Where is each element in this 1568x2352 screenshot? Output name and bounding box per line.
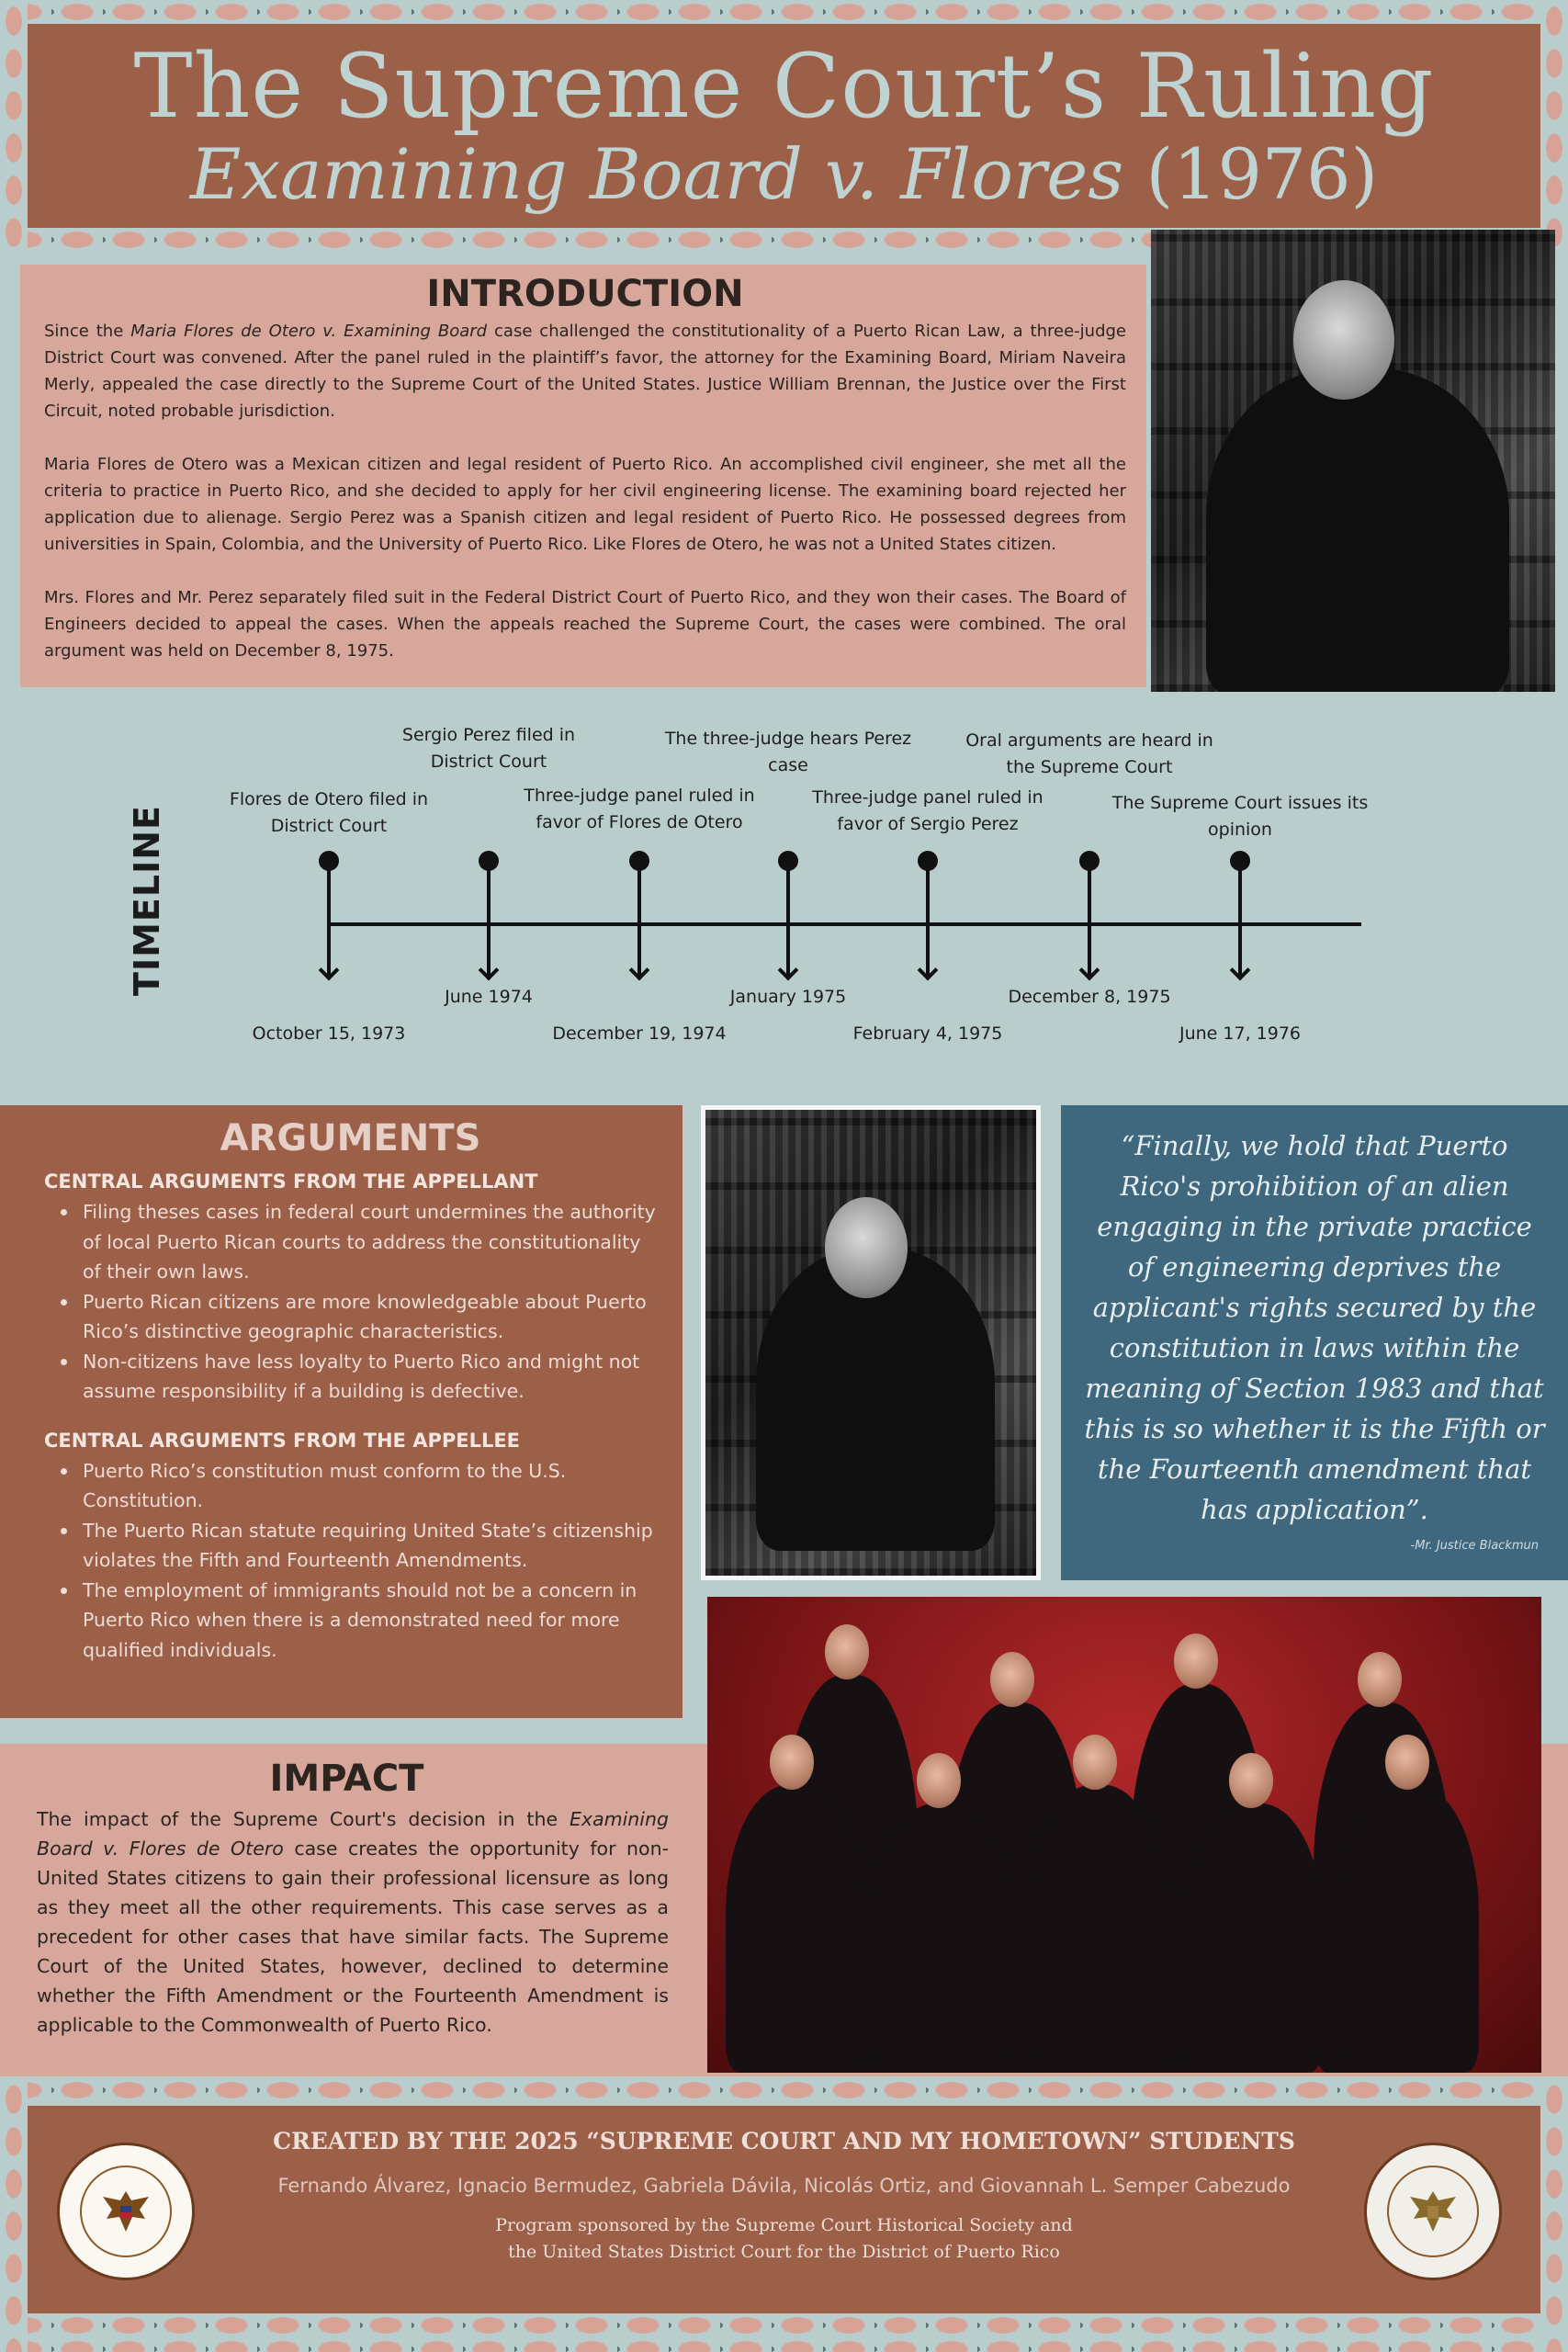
timeline-event-label: Three-judge panel ruled in favor of Sergio Perez (812, 787, 1043, 834)
impact-case-name: Examining Board v. Flores de Otero (37, 1808, 669, 1860)
eagle-icon (1406, 2188, 1460, 2235)
timeline-arrow-icon (629, 960, 650, 981)
impact-heading: IMPACT (269, 1758, 424, 1800)
timeline-date-label: January 1975 (729, 987, 847, 1007)
justice-head (1229, 1753, 1273, 1808)
impact-paragraph (37, 1804, 669, 2040)
robed-justice (873, 1804, 1010, 2073)
list-item: Puerto Rico’s constitution must conform to the U.S. Constitution. (44, 1456, 657, 1516)
quote-text: “Finally, we hold that Puerto Rico's prohibition of an alien engaging in the private practice of engineering deprives the applicant's rights secured by the constitution in laws within the meaning of Section 1983 and that this is so whether it is the Fifth or the Fourteenth amendment that has application”. (1084, 1130, 1545, 1525)
timeline-date-label: February 4, 1975 (852, 1023, 1003, 1044)
timeline-marker-head (629, 851, 649, 871)
timeline-date-label: June 1974 (445, 987, 533, 1007)
list-item: Puerto Rican citizens are more knowledgeable about Puerto Rico’s distinctive geographic characteristics. (44, 1287, 657, 1347)
justice-head (990, 1652, 1034, 1707)
poster-title: The Supreme Court’s Ruling (133, 35, 1435, 138)
timeline-arrow-icon (1079, 960, 1100, 981)
justice-brennan-photo (1151, 230, 1555, 692)
appellant-list (44, 1197, 657, 1407)
timeline-arrow-icon (479, 960, 500, 981)
timeline-label (119, 805, 175, 996)
footer-right-pattern (1540, 2078, 1568, 2352)
list-item: The Puerto Rican statute requiring United State’s citizenship violates the Fifth and Fourteenth Amendments. (44, 1516, 657, 1576)
timeline-event-label: The Supreme Court issues its opinion (1111, 793, 1369, 840)
timeline-event-label: Three-judge panel ruled in favor of Flores de Otero (524, 786, 755, 832)
list-item: Filing theses cases in federal court undermines the authority of local Puerto Rican courts to address the constitutionality of their own laws. (44, 1197, 657, 1287)
justice-head (1293, 280, 1394, 400)
timeline-event-label: Flores de Otero filed in District Court (229, 789, 429, 836)
justice-head (1358, 1652, 1402, 1707)
timeline-arrow-icon (319, 960, 340, 981)
sponsor-line-2: the United States District Court for the District of Puerto Rico (508, 2242, 1060, 2262)
robed-justice (1341, 1785, 1479, 2073)
introduction-paragraph-3: Mrs. Flores and Mr. Perez separately filed suit in the Federal District Court of Puerto Rico, and they won their cases. The Board of Engineers decided to appeal the cases. When the appeals reached the Supreme Court, the cases were combined. The oral argument was held on December 8, 1975. (44, 588, 1126, 661)
arguments-section (0, 1105, 682, 1718)
impact-text-start: The impact of the Supreme Court's decision in the (37, 1808, 570, 1830)
timeline-marker-head (479, 851, 499, 871)
timeline-event-label: Oral arguments are heard in the Supreme Court (965, 730, 1213, 777)
list-item: Non-citizens have less loyalty to Puerto Rico and might not assume responsibility if a building is defective. (44, 1347, 657, 1407)
robed-justice (1029, 1785, 1167, 2073)
timeline-date-label: June 17, 1976 (1179, 1023, 1302, 1044)
timeline-arrow-icon (1230, 960, 1251, 981)
justice-head (825, 1624, 869, 1679)
poster-footer (28, 2106, 1540, 2313)
poster-header (28, 24, 1540, 228)
footer-left-pattern (0, 2078, 28, 2352)
timeline-marker-head (918, 851, 938, 871)
justice-blackmun-photo (701, 1105, 1041, 1580)
top-border-pattern (0, 0, 1568, 24)
sponsor-text (28, 2212, 1540, 2266)
intro-p1-start: Since the (44, 322, 131, 341)
sponsor-line-1: Program sponsored by the Supreme Court Historical Society and (495, 2215, 1073, 2235)
blackmun-quote (1061, 1105, 1568, 1580)
timeline-event-label: Sergio Perez filed in District Court (401, 725, 576, 772)
timeline-axis (329, 922, 1361, 926)
bottom-border-pattern (0, 2313, 1568, 2352)
footer-title: CREATED BY THE 2025 “SUPREME COURT AND MY HOMETOWN” STUDENTS (273, 2128, 1295, 2154)
timeline-marker-head (319, 851, 339, 871)
arguments-heading: ARGUMENTS (220, 1117, 481, 1159)
justice-head (1073, 1735, 1117, 1790)
robed-figure (1206, 368, 1509, 692)
timeline-date-label: December 8, 1975 (1008, 987, 1171, 1007)
introduction-heading: INTRODUCTION (426, 273, 744, 315)
right-border-pattern (1540, 0, 1568, 257)
left-border-pattern (0, 0, 28, 257)
justice-head (917, 1753, 961, 1808)
subtitle-case-name: Examining Board v. Flores (189, 133, 1124, 215)
timeline-marker-head (1079, 851, 1100, 871)
timeline-label-text: TIMELINE (127, 805, 167, 996)
timeline-date-label: December 19, 1974 (552, 1023, 727, 1044)
timeline-marker-head (1230, 851, 1250, 871)
justice-head (1385, 1735, 1429, 1790)
timeline-marker-head (778, 851, 798, 871)
district-court-seal (1364, 2143, 1502, 2280)
robed-justice (726, 1785, 863, 2073)
supreme-court-group-photo (707, 1597, 1541, 2073)
appellee-heading: CENTRAL ARGUMENTS FROM THE APPELLEE (44, 1429, 521, 1452)
appellee-list (44, 1456, 657, 1666)
timeline-arrow-icon (778, 960, 799, 981)
robed-justice (1185, 1804, 1323, 2073)
appellant-heading: CENTRAL ARGUMENTS FROM THE APPELLANT (44, 1170, 538, 1193)
eagle-icon (99, 2188, 152, 2235)
historical-society-seal (57, 2143, 195, 2280)
intro-p1-end: case challenged the constitutionality of a Puerto Rican Law, a three-judge District Court was convened. After the panel ruled in the plaintiff’s favor, the attorney for the Examining Board, Miriam Naveira Merly, appealed the case directly to the Supreme Court of the United States. Justice William Brennan, the Justice over the First Circuit, noted probable jurisdiction. (44, 322, 1126, 421)
introduction-section (20, 265, 1146, 687)
introduction-paragraph-2: Maria Flores de Otero was a Mexican citizen and legal resident of Puerto Rico. An accomplished civil engineer, she met all the criteria to practice in Puerto Rico, and she decided to apply for her civil engineering license. The examining board rejected her application due to alienage. Sergio Perez was a Spanish citizen and legal resident of Puerto Rico. He possessed degrees from universities in Spain, Colombia, and the University of Puerto Rico. Like Flores de Otero, he was not a United States citizen. (44, 455, 1126, 554)
intro-p1-case-name: Maria Flores de Otero v. Examining Board (130, 322, 488, 341)
timeline-date-label: October 15, 1973 (252, 1023, 406, 1044)
blackmun-photo-image (705, 1110, 1036, 1576)
subtitle-year: (1976) (1145, 133, 1379, 215)
timeline-event-label: The three-judge hears Perez case (664, 729, 912, 775)
impact-text-end: case creates the opportunity for non-United States citizens to gain their professional licensure as long as they meet all the other requirements. This case serves as a precedent for other cases that have similar facts. The Supreme Court of the United States, however, declined to determine whether the Fifth Amendment or the Fourteenth Amendment is applicable to the Commonwealth of Puerto Rico. (37, 1838, 669, 2036)
quote-author: -Mr. Justice Blackmun (1410, 1539, 1539, 1553)
list-item: The employment of immigrants should not be a concern in Puerto Rico when there is a demonstrated need for more qualified individuals. (44, 1576, 657, 1666)
introduction-paragraph-1 (44, 318, 1126, 424)
justice-head (770, 1735, 814, 1790)
justice-head (825, 1197, 908, 1298)
justice-head (1174, 1634, 1218, 1689)
poster-subtitle (28, 134, 1540, 215)
timeline-arrow-icon (918, 960, 939, 981)
student-names: Fernando Álvarez, Ignacio Bermudez, Gabriela Dávila, Nicolás Ortiz, and Giovannah L. Semper Cabezudo (277, 2175, 1291, 2197)
footer-top-pattern (0, 2078, 1568, 2106)
